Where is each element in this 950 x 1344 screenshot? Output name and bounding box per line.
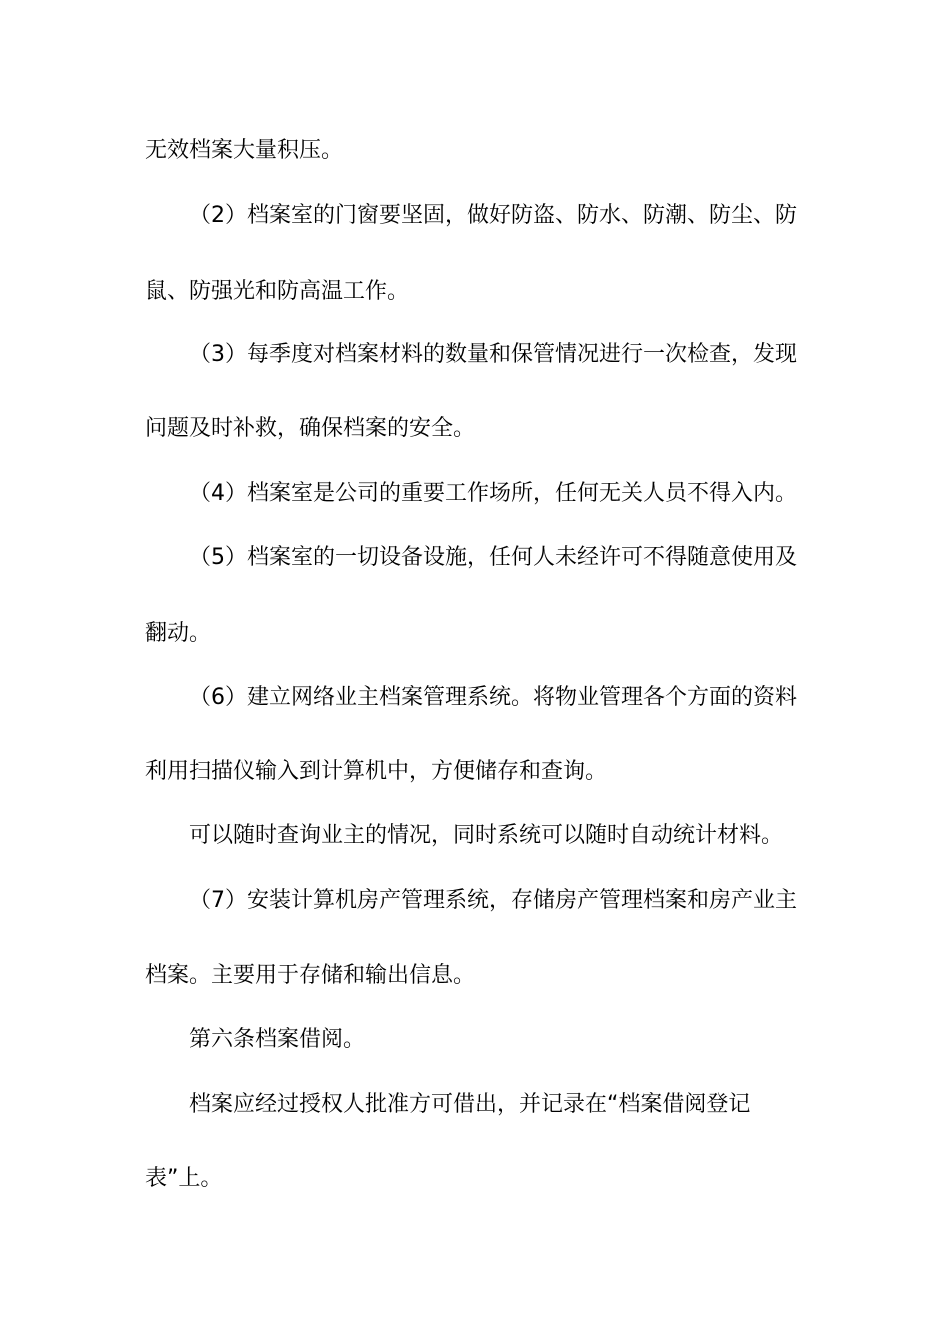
- paragraph-line: （5）档案室的一切设备设施，任何人未经许可不得随意使用及: [189, 545, 797, 570]
- paragraph-line: 问题及时补救，确保档案的安全。: [145, 416, 476, 441]
- paragraph-line: （6）建立网络业主档案管理系统。将物业管理各个方面的资料: [189, 685, 797, 710]
- paragraph-line: 档案。主要用于存储和输出信息。: [145, 963, 476, 988]
- paragraph-line: （4）档案室是公司的重要工作场所，任何无关人员不得入内。: [189, 481, 797, 506]
- paragraph-line: （3）每季度对档案材料的数量和保管情况进行一次检查，发现: [189, 342, 797, 367]
- paragraph-line: 翻动。: [145, 621, 212, 646]
- paragraph-line: 可以随时查询业主的情况，同时系统可以随时自动统计材料。: [189, 823, 784, 848]
- paragraph-line: 利用扫描仪输入到计算机中，方便储存和查询。: [145, 759, 608, 784]
- paragraph-line: 无效档案大量积压。: [145, 138, 344, 163]
- paragraph-line: （2）档案室的门窗要坚固，做好防盗、防水、防潮、防尘、防: [189, 203, 797, 228]
- paragraph-line: 鼠、防强光和防高温工作。: [145, 279, 410, 304]
- section-heading: 第六条档案借阅。: [189, 1027, 366, 1052]
- paragraph-line: 表”上。: [145, 1166, 223, 1191]
- paragraph-line: 档案应经过授权人批准方可借出，并记录在“档案借阅登记: [189, 1092, 751, 1117]
- paragraph-line: （7）安装计算机房产管理系统，存储房产管理档案和房产业主: [189, 888, 797, 913]
